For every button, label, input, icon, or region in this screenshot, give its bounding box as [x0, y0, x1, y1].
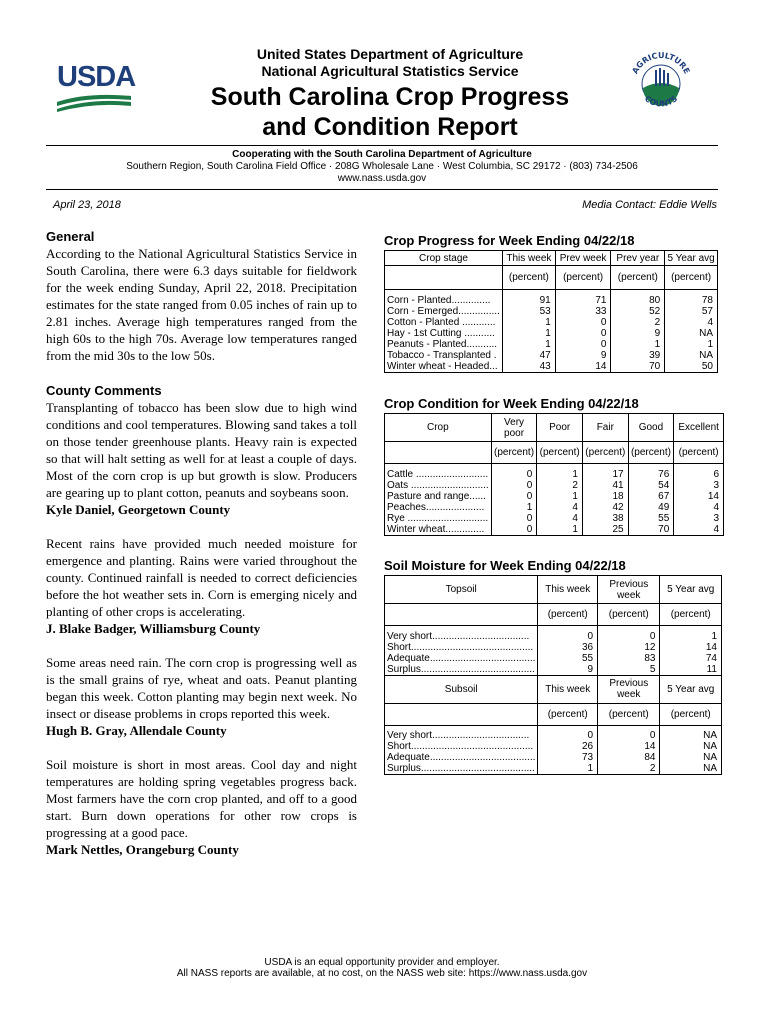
cell: 1	[502, 339, 555, 350]
unit-label: (percent)	[598, 604, 660, 626]
cell: 1	[491, 502, 537, 513]
row-label: Peanuts - Planted...........	[385, 339, 503, 350]
table-row	[385, 491, 724, 502]
cell: 1	[502, 328, 555, 339]
cell: 14	[674, 491, 724, 502]
column-header: Previous week	[598, 675, 660, 703]
cell: 38	[582, 513, 628, 524]
cell: 4	[674, 524, 724, 536]
cell: 2	[598, 763, 660, 775]
cell: 73	[538, 752, 598, 763]
crop-condition-title: Crop Condition for Week Ending 04/22/18	[384, 396, 639, 411]
cell: 57	[665, 306, 718, 317]
general-text: According to the National Agricultural Statistics Service in South Carolina, there were 6.3 days suitable for fieldwork for the week ending Sunday, April 22, 2018. Precipitation estimates for the state ranged from 0.05 inches of rain up to 2.81 inches. Average high temperatures ranged from the high 60s to the high 70s. Average low temperatures ranged from the mid 30s to the low 50s.	[46, 246, 357, 363]
unit-label: (percent)	[665, 266, 718, 290]
cell: 0	[555, 328, 611, 339]
row-label: Rye .............................	[385, 513, 492, 524]
cell: 14	[660, 642, 722, 653]
cell: 42	[582, 502, 628, 513]
footer-website-note: All NASS reports are available, at no cost, on the NASS web site: https://www.nass.usda.gov	[176, 968, 588, 979]
row-label: Cotton - Planted ............	[385, 317, 503, 328]
cell: 4	[537, 513, 583, 524]
cell: 70	[611, 361, 665, 373]
cell: 0	[491, 469, 537, 480]
cell: 54	[628, 480, 674, 491]
row-label: Hay - 1st Cutting ...........	[385, 328, 503, 339]
cell: 0	[538, 631, 598, 642]
county-comments-heading: County Comments	[46, 383, 162, 398]
agency-name: United States Department of Agriculture	[256, 46, 524, 62]
unit-label: (percent)	[674, 442, 724, 464]
report-title	[150, 82, 630, 142]
column-header: This week	[502, 251, 555, 266]
cell: 83	[598, 653, 660, 664]
table-row	[385, 513, 724, 524]
cell: 1	[537, 469, 583, 480]
table-header-row	[385, 576, 722, 604]
table-row	[385, 642, 722, 653]
table-row	[385, 480, 724, 491]
county-comment-text: Some areas need rain. The corn crop is progressing well as is the small grains of rye, wheat and oats. Peanut planting began this week. Cotton planting may begin next week. No insect or disease problems in crops reported this week.	[46, 655, 357, 721]
county-comment-author: Hugh B. Gray, Allendale County	[46, 723, 227, 738]
cell: 25	[582, 524, 628, 536]
cell: 0	[555, 317, 611, 328]
agriculture-counts-seal	[625, 48, 697, 120]
cell: 76	[628, 469, 674, 480]
cell: 0	[598, 631, 660, 642]
row-label: Corn - Planted..............	[385, 295, 503, 306]
cell: NA	[660, 752, 722, 763]
table-row	[385, 350, 718, 361]
cell: 41	[582, 480, 628, 491]
column-header: Previous week	[598, 576, 660, 604]
row-label: Tobacco - Transplanted .	[385, 350, 503, 361]
cell: 1	[537, 491, 583, 502]
subheader-divider	[46, 189, 718, 190]
county-comment-text: Soil moisture is short in most areas. Cool day and night temperatures are holding spring vegetables progress back. Most farmers have the corn crop planted, and off to a good start. Burn down operations for other row crops is progressing at a good pace.	[46, 757, 357, 840]
row-label: Oats ............................	[385, 480, 492, 491]
address-line: Southern Region, South Carolina Field Office · 208G Wholesale Lane · West Columbia, SC 29172 · (803) 734-2506	[126, 161, 638, 172]
table-row	[385, 741, 722, 752]
table-row	[385, 361, 718, 373]
cell: NA	[660, 741, 722, 752]
cell: 36	[538, 642, 598, 653]
seal-text-bottom: COUNTS	[642, 94, 680, 109]
cell: NA	[660, 763, 722, 775]
row-label: Short............................................	[385, 642, 538, 653]
cell: 0	[555, 339, 611, 350]
row-label: Surplus.........................................	[385, 664, 538, 676]
cell: 0	[598, 730, 660, 741]
crop-progress-title: Crop Progress for Week Ending 04/22/18	[384, 233, 635, 248]
header-divider	[46, 145, 718, 146]
table-row	[385, 730, 722, 741]
cell: 3	[674, 480, 724, 491]
usda-logo-text: USDA	[57, 61, 136, 93]
report-title-line2: and Condition Report	[262, 113, 518, 141]
county-comment-author: Kyle Daniel, Georgetown County	[46, 502, 231, 517]
cell: 9	[611, 328, 665, 339]
cell: 1	[611, 339, 665, 350]
unit-label: (percent)	[660, 703, 722, 725]
column-header: 5 Year avg	[660, 675, 722, 703]
cell: 4	[665, 317, 718, 328]
column-header: Topsoil	[385, 576, 538, 604]
unit-label: (percent)	[538, 604, 598, 626]
row-label: Very short...................................	[385, 631, 538, 642]
agency-subname: National Agricultural Statistics Service	[261, 63, 519, 79]
cell: 0	[491, 513, 537, 524]
cell: 33	[555, 306, 611, 317]
cell: 50	[665, 361, 718, 373]
cell: 9	[555, 350, 611, 361]
cell: 2	[611, 317, 665, 328]
table-row	[385, 295, 718, 306]
table-row	[385, 664, 722, 676]
unit-label: (percent)	[555, 266, 611, 290]
cell: 0	[491, 491, 537, 502]
cell: 74	[660, 653, 722, 664]
column-header: Good	[628, 414, 674, 442]
cell: NA	[665, 350, 718, 361]
column-header: Prev year	[611, 251, 665, 266]
table-row	[385, 752, 722, 763]
column-header: This week	[538, 576, 598, 604]
cell: 6	[674, 469, 724, 480]
cell: 84	[598, 752, 660, 763]
cell: 52	[611, 306, 665, 317]
units-row	[385, 604, 722, 626]
unit-label: (percent)	[582, 442, 628, 464]
report-date: April 23, 2018	[53, 199, 121, 211]
cell: 55	[538, 653, 598, 664]
row-label: Cattle ..........................	[385, 469, 492, 480]
cell: 2	[537, 480, 583, 491]
cell: 9	[538, 664, 598, 676]
county-comment-author: Mark Nettles, Orangeburg County	[46, 842, 239, 857]
cell: 49	[628, 502, 674, 513]
soil-moisture-table	[384, 575, 722, 775]
column-header: Poor	[537, 414, 583, 442]
cell: 26	[538, 741, 598, 752]
agriculture-counts-seal-icon	[625, 48, 697, 120]
county-comment-text: Transplanting of tobacco has been slow due to high wind conditions and cool temperatures. Blowing sand takes a toll on those tender greenhouse plants. Heavy rain is expected so that will halt setting as well for at least a couple of days. Most of the corn crop is up but growth is slow. Producers are gearing up to plant cotton, peanuts and soybeans soon.	[46, 400, 357, 500]
cell: 1	[660, 631, 722, 642]
row-label: Short............................................	[385, 741, 538, 752]
units-row	[385, 703, 722, 725]
unit-label: (percent)	[537, 442, 583, 464]
table-row	[385, 306, 718, 317]
column-header: Prev week	[555, 251, 611, 266]
cell: NA	[660, 730, 722, 741]
narrative-column	[46, 228, 357, 858]
units-row	[385, 442, 724, 464]
table-row	[385, 524, 724, 536]
row-label: Adequate......................................	[385, 653, 538, 664]
footer-equal-opportunity: USDA is an equal opportunity provider and employer.	[264, 957, 500, 968]
cell: 53	[502, 306, 555, 317]
cell: 91	[502, 295, 555, 306]
cooperating-line: Cooperating with the South Carolina Department of Agriculture	[232, 149, 532, 160]
units-row	[385, 266, 718, 290]
report-title-line1: South Carolina Crop Progress	[210, 83, 570, 111]
crop-condition-table	[384, 413, 724, 536]
table-row	[385, 502, 724, 513]
cell: 1	[665, 339, 718, 350]
cell: NA	[665, 328, 718, 339]
table-row	[385, 317, 718, 328]
usda-logo	[57, 61, 136, 108]
usda-logo-swoosh-icon	[57, 92, 131, 112]
cell: 70	[628, 524, 674, 536]
soil-moisture-title: Soil Moisture for Week Ending 04/22/18	[384, 558, 626, 573]
cell: 14	[555, 361, 611, 373]
cell: 71	[555, 295, 611, 306]
unit-label: (percent)	[628, 442, 674, 464]
cell: 43	[502, 361, 555, 373]
column-header: 5 Year avg	[665, 251, 718, 266]
cell: 1	[537, 524, 583, 536]
seal-text-top: AGRICULTURE	[630, 50, 692, 76]
column-header: 5 Year avg	[660, 576, 722, 604]
website-line: www.nass.usda.gov	[337, 173, 427, 184]
cell: 18	[582, 491, 628, 502]
cell: 3	[674, 513, 724, 524]
cell: 55	[628, 513, 674, 524]
row-label: Adequate......................................	[385, 752, 538, 763]
cell: 1	[502, 317, 555, 328]
table-header-row	[385, 675, 722, 703]
table-header-row	[385, 251, 718, 266]
cell: 39	[611, 350, 665, 361]
column-header: Crop stage	[385, 251, 503, 266]
cell: 11	[660, 664, 722, 676]
column-header: Very poor	[491, 414, 537, 442]
cell: 0	[538, 730, 598, 741]
unit-label: (percent)	[660, 604, 722, 626]
cell: 80	[611, 295, 665, 306]
unit-label: (percent)	[538, 703, 598, 725]
cell: 12	[598, 642, 660, 653]
row-label: Winter wheat - Headed...	[385, 361, 503, 373]
column-header: Fair	[582, 414, 628, 442]
media-contact: Media Contact: Eddie Wells	[582, 199, 717, 211]
column-header: Crop	[385, 414, 492, 442]
row-label: Peaches.....................	[385, 502, 492, 513]
cell: 4	[674, 502, 724, 513]
table-row	[385, 469, 724, 480]
crop-progress-table	[384, 250, 718, 373]
cell: 78	[665, 295, 718, 306]
county-comment-author: J. Blake Badger, Williamsburg County	[46, 621, 261, 636]
column-header: This week	[538, 675, 598, 703]
row-label: Winter wheat..............	[385, 524, 492, 536]
column-header: Excellent	[674, 414, 724, 442]
table-header-row	[385, 414, 724, 442]
cell: 4	[537, 502, 583, 513]
cell: 1	[538, 763, 598, 775]
cell: 0	[491, 524, 537, 536]
unit-label: (percent)	[491, 442, 537, 464]
cell: 17	[582, 469, 628, 480]
unit-label: (percent)	[611, 266, 665, 290]
cell: 47	[502, 350, 555, 361]
row-label: Surplus.........................................	[385, 763, 538, 775]
unit-label: (percent)	[502, 266, 555, 290]
row-label: Pasture and range......	[385, 491, 492, 502]
cell: 5	[598, 664, 660, 676]
row-label: Very short...................................	[385, 730, 538, 741]
table-row	[385, 763, 722, 775]
cell: 67	[628, 491, 674, 502]
row-label: Corn - Emerged...............	[385, 306, 503, 317]
unit-label: (percent)	[598, 703, 660, 725]
table-row	[385, 328, 718, 339]
table-row	[385, 339, 718, 350]
county-comment-text: Recent rains have provided much needed moisture for emergence and planting. Rains were varied throughout the county. Continued rainfall is needed to correct deficiencies before the hot weather sets in. Corn is emerging nicely and planting of other crops is accelerating.	[46, 536, 357, 619]
table-row	[385, 631, 722, 642]
cell: 14	[598, 741, 660, 752]
general-heading: General	[46, 229, 95, 244]
column-header: Subsoil	[385, 675, 538, 703]
table-row	[385, 653, 722, 664]
cell: 0	[491, 480, 537, 491]
